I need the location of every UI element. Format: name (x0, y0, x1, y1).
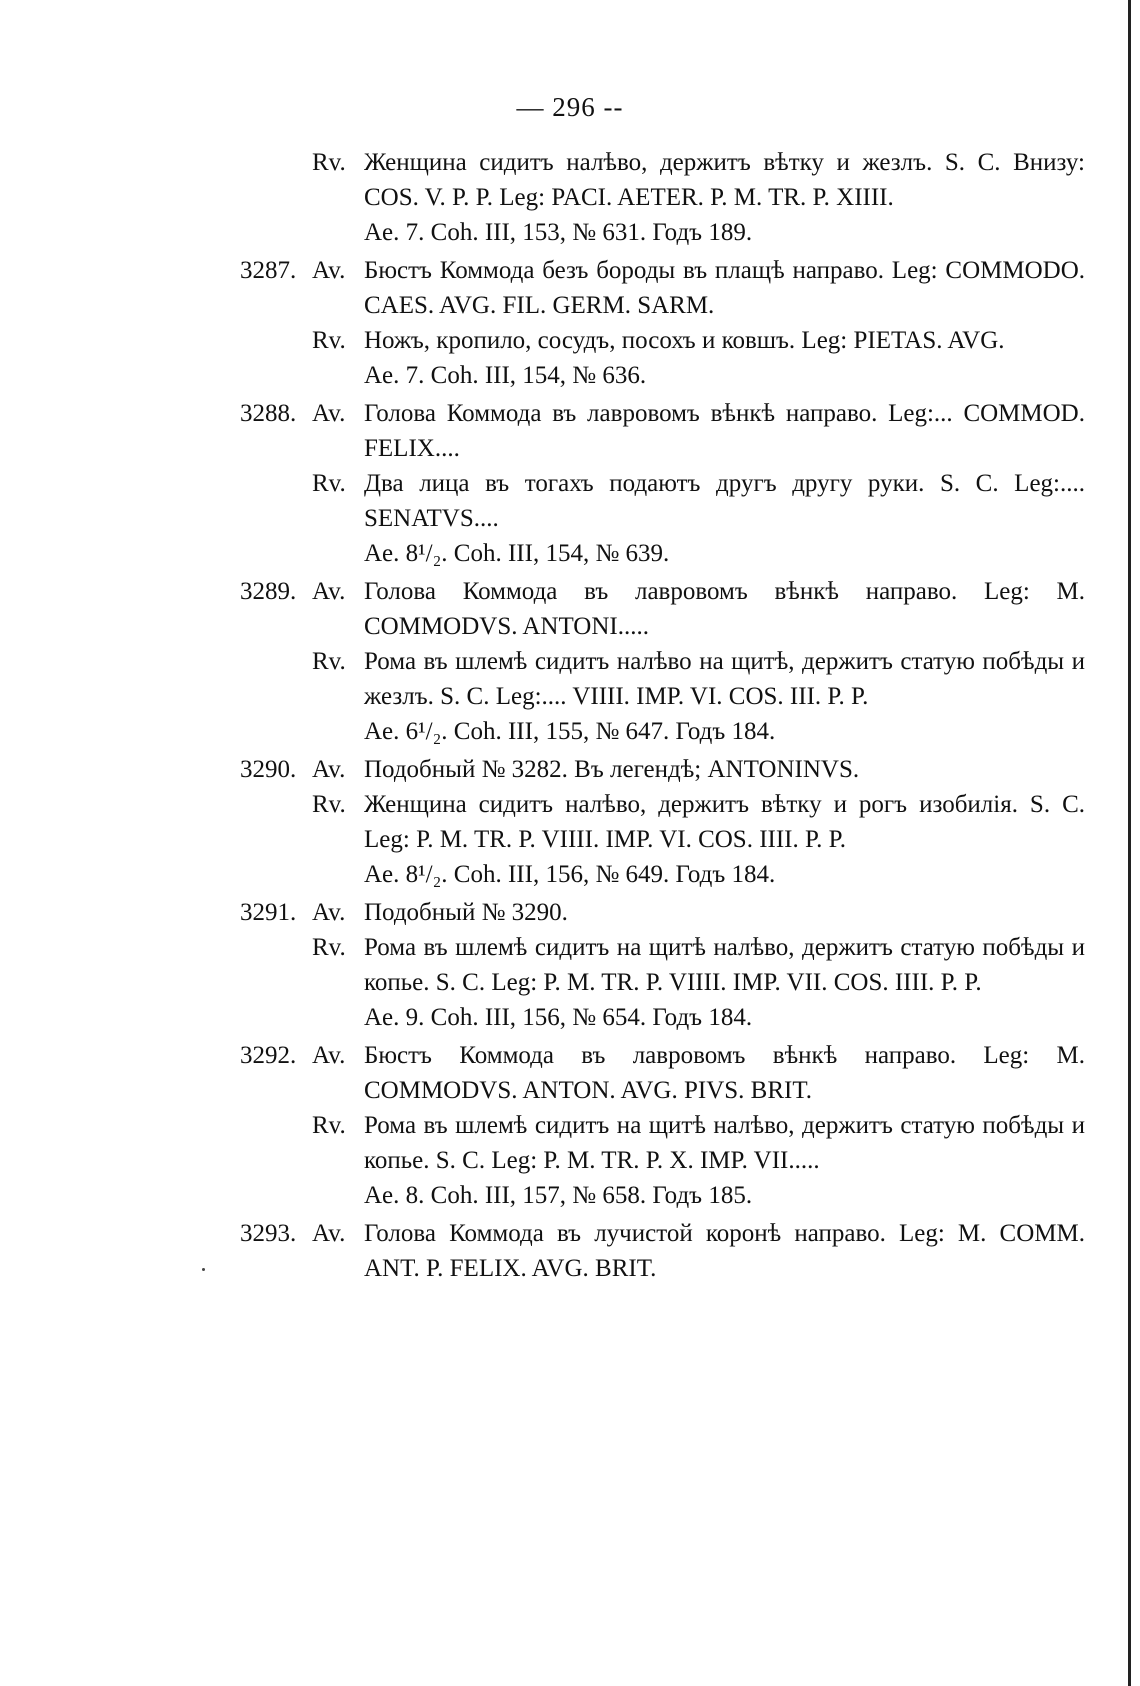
entry-line (240, 787, 1085, 857)
catalog-entry (240, 574, 1085, 752)
entry-number (240, 466, 312, 536)
entry-number: 3290. (240, 756, 297, 783)
reverse-label: Rv. (312, 1112, 346, 1139)
entry-line (240, 895, 1085, 930)
entry-line (240, 253, 1085, 323)
reverse-label: Rv. (312, 648, 346, 675)
obverse-label: Av. (312, 1220, 346, 1247)
obverse-label: Av. (312, 756, 346, 783)
catalog-entry (240, 253, 1085, 396)
entry-line (240, 466, 1085, 536)
catalog-entry (240, 1216, 1085, 1289)
reference-line: Ae. 7. Coh. III, 154, № 636. (364, 362, 647, 389)
catalog-entry (240, 396, 1085, 574)
entry-line (240, 1216, 1085, 1286)
reference-line: Ae. 7. Coh. III, 153, № 631. Годъ 189. (364, 219, 753, 246)
entry-line (240, 396, 1085, 466)
entry-line (240, 1108, 1085, 1178)
entry-line (240, 644, 1085, 714)
entry-number (240, 1108, 312, 1178)
coin-description: Рома въ шлемѣ сидитъ на щитѣ налѣво, держитъ статую побѣды и копье. S. C. Leg: P. M. TR. P. VIIII. IMP. VII. COS. IIII. P. P. (364, 934, 1085, 996)
reverse-label: Rv. (312, 149, 346, 176)
entry-number (240, 787, 312, 857)
entry-number: 3287. (240, 257, 297, 284)
coin-description: Женщина сидитъ налѣво, держитъ вѣтку и жезлъ. S. C. Внизу: COS. V. P. P. Leg: PACI. AETER. P. M. TR. P. XIIII. (364, 149, 1085, 211)
coin-description: Рома въ шлемѣ сидитъ налѣво на щитѣ, держитъ статую побѣды и жезлъ. S. C. Leg:.... VIIII. IMP. VI. COS. III. P. P. (364, 648, 1085, 710)
reference-line: Ae. 8¹/₂. Coh. III, 156, № 649. Годъ 184. (364, 861, 776, 888)
entry-number (240, 930, 312, 1000)
coin-description: Голова Коммода въ лавровомъ вѣнкѣ направо. Leg:... COMMOD. FELIX.... (364, 400, 1085, 462)
coin-description: Женщина сидитъ налѣво, держитъ вѣтку и рогъ изобилія. S. C. Leg: P. M. TR. P. VIIII. IMP. VI. COS. IIII. P. P. (364, 791, 1085, 853)
reverse-label: Rv. (312, 470, 346, 497)
obverse-label: Av. (312, 1042, 346, 1069)
obverse-label: Av. (312, 899, 346, 926)
entry-number: 3292. (240, 1042, 297, 1069)
page-number: — 296 -- (516, 92, 624, 122)
entry-line (240, 1038, 1085, 1108)
entry-line (240, 574, 1085, 644)
catalog-entries (240, 145, 1085, 1289)
reverse-label: Rv. (312, 791, 346, 818)
entry-line (240, 323, 1085, 358)
entry-number: 3289. (240, 578, 297, 605)
coin-description: Рома въ шлемѣ сидитъ на щитѣ налѣво, держитъ статую побѣды и копье. S. C. Leg: P. M. TR. P. X. IMP. VII..... (364, 1112, 1085, 1174)
obverse-label: Av. (312, 257, 346, 284)
coin-description: Бюстъ Коммода въ лавровомъ вѣнкѣ направо. Leg: M. COMMODVS. ANTON. AVG. PIVS. BRIT. (364, 1042, 1085, 1104)
print-speck (202, 1268, 205, 1271)
catalog-entry (240, 752, 1085, 895)
entry-number: 3293. (240, 1220, 297, 1247)
reverse-label: Rv. (312, 327, 346, 354)
reference-line: Ae. 9. Coh. III, 156, № 654. Годъ 184. (364, 1004, 753, 1031)
entry-number (240, 323, 312, 358)
catalog-entry (240, 145, 1085, 253)
catalog-entry (240, 895, 1085, 1038)
coin-description: Голова Коммода въ лучистой коронѣ направо. Leg: M. COMM. ANT. P. FELIX. AVG. BRIT. (364, 1220, 1085, 1282)
reverse-label: Rv. (312, 934, 346, 961)
catalog-entry (240, 1038, 1085, 1216)
entry-line (240, 752, 1085, 787)
entry-number: 3288. (240, 400, 297, 427)
coin-description: Бюстъ Коммода безъ бороды въ плащѣ направо. Leg: COMMODO. CAES. AVG. FIL. GERM. SARM. (364, 257, 1085, 319)
reference-line: Ae. 8. Coh. III, 157, № 658. Годъ 185. (364, 1182, 753, 1209)
entry-number (240, 644, 312, 714)
coin-description: Ножъ, кропило, сосудъ, посохъ и ковшъ. Leg: PIETAS. AVG. (364, 327, 1005, 354)
reference-line: Ae. 6¹/₂. Coh. III, 155, № 647. Годъ 184. (364, 718, 776, 745)
coin-description: Два лица въ тогахъ подаютъ другъ другу руки. S. C. Leg:.... SENATVS.... (364, 470, 1085, 532)
reference-line: Ae. 8¹/₂. Coh. III, 154, № 639. (364, 540, 670, 567)
obverse-label: Av. (312, 400, 346, 427)
coin-description: Голова Коммода въ лавровомъ вѣнкѣ направо. Leg: M. COMMODVS. ANTONI..... (364, 578, 1085, 640)
obverse-label: Av. (312, 578, 346, 605)
coin-description: Подобный № 3290. (364, 899, 568, 926)
page-edge-line (1128, 0, 1131, 1686)
entry-line (240, 145, 1085, 215)
entry-line (240, 930, 1085, 1000)
entry-number (240, 145, 312, 215)
coin-description: Подобный № 3282. Въ легендѣ; ANTONINVS. (364, 756, 860, 783)
entry-number: 3291. (240, 899, 297, 926)
